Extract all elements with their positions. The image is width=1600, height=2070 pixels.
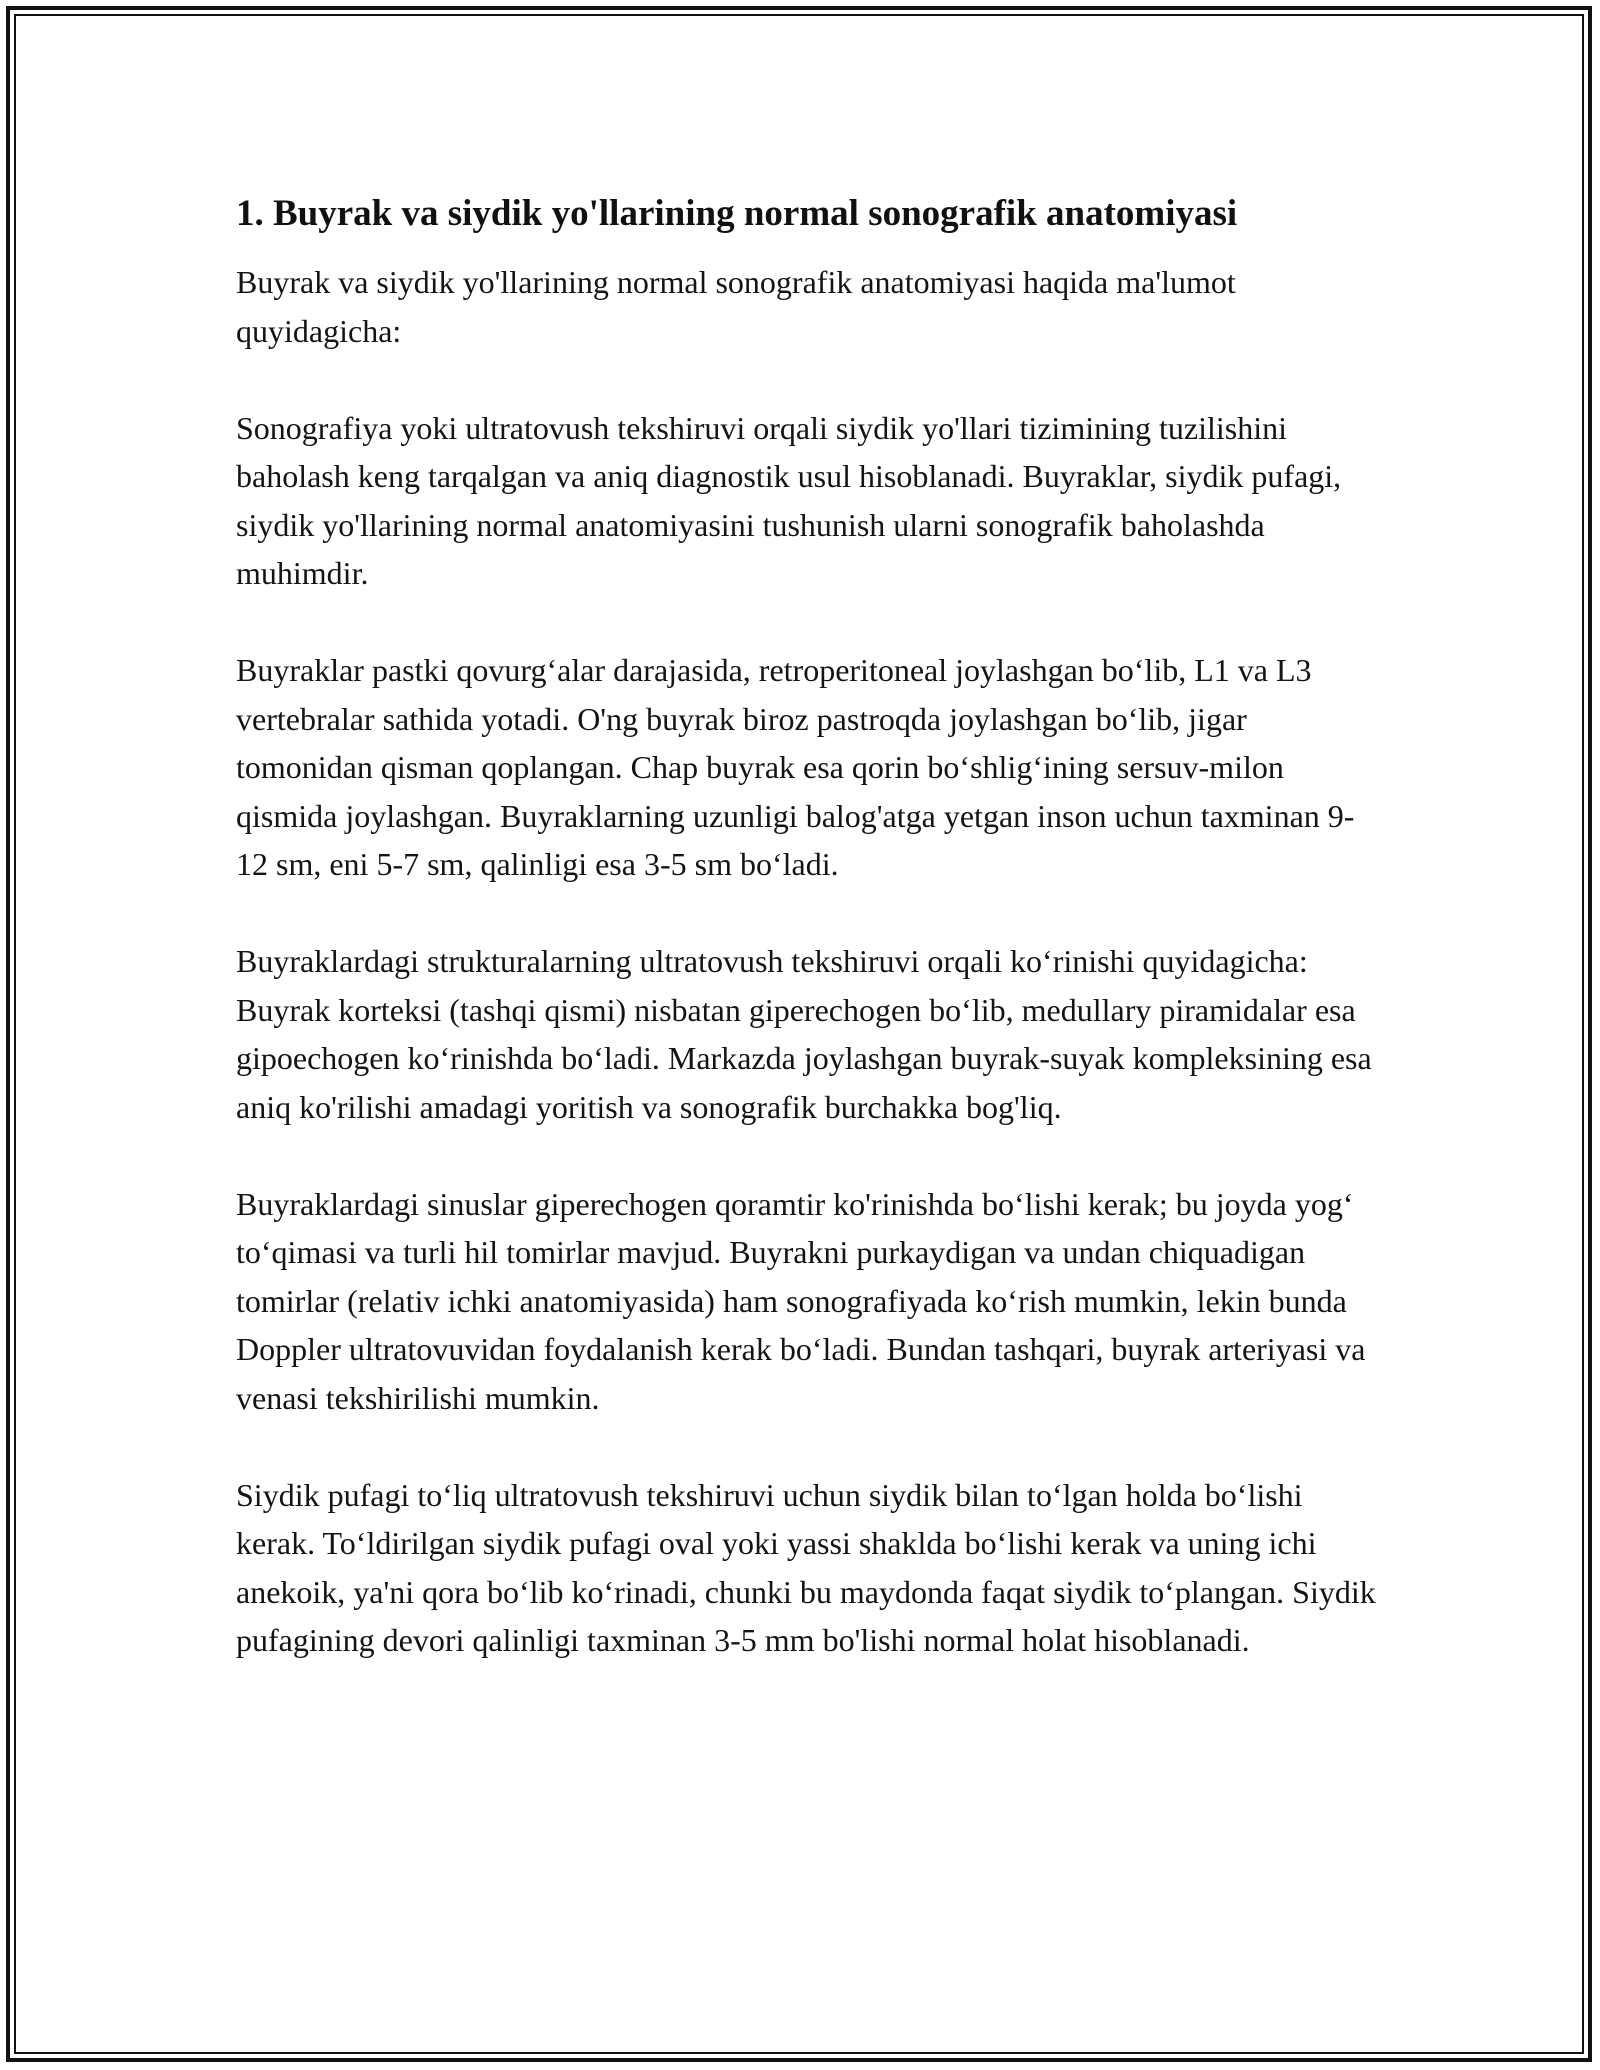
paragraph-sonography: Sonografiya yoki ultratovush tekshiruvi orqali siydik yo'llari tizimining tuzilishini baholash keng tarqalgan va aniq diagnostik usul hisoblanadi. Buyraklar, siydik pufagi, siydik yo'llarining normal anatomiyasini tushunish ularni sonografik baholashda muhimdir. <box>236 409 1342 591</box>
document-body <box>236 186 1384 1713</box>
paragraph-kidney-sinus: Buyraklardagi sinuslar giperechogen qoramtir ko'rinishda bo‘lishi kerak; bu joyda yog‘ to‘qimasi va turli hil tomirlar mavjud. Buyrakni purkaydigan va undan chiquadigan tomirlar (relativ ichki anatomiyasida) ham sonografiyada ko‘rish mumkin, lekin bunda Doppler ultratovuvidan foydalanish kerak bo‘ladi. Bundan tashqari, buyrak arteriyasi va venasi tekshirilishi mumkin. <box>236 1185 1366 1416</box>
paragraph-kidney-position: Buyraklar pastki qovurg‘alar darajasida, retroperitoneal joylashgan bo‘lib, L1 va L3 vertebralar sathida yotadi. O'ng buyrak biroz pastroqda joylashgan bo‘lib, jigar tomonidan qisman qoplangan. Chap buyrak esa qorin bo‘shlig‘ining sersuv-milon qismida joylashgan. Buyraklarning uzunligi balog'atga yetgan inson uchun taxminan 9-12 sm, eni 5-7 sm, qalinligi esa 3-5 sm bo‘ladi. <box>236 652 1355 882</box>
document-title: 1. Buyrak va siydik yo'llarining normal sonografik anatomiyasi <box>236 193 1238 234</box>
paragraph-intro: Buyrak va siydik yo'llarining normal sonografik anatomiyasi haqida ma'lumot quyidagicha: <box>236 264 1236 349</box>
paragraph-bladder: Siydik pufagi to‘liq ultratovush tekshiruvi uchun siydik bilan to‘lgan holda bo‘lishi kerak. To‘ldirilgan siydik pufagi oval yoki yassi shaklda bo‘lishi kerak va uning ichi anekoik, ya'ni qora bo‘lib ko‘rinadi, chunki bu maydonda faqat siydik to‘plangan. Siydik pufagining devori qalinligi taxminan 3-5 mm bo'lishi normal holat hisoblanadi. <box>236 1476 1376 1658</box>
paragraph-kidney-structures: Buyraklardagi strukturalarning ultratovush tekshiruvi orqali ko‘rinishi quyidagicha: Buyrak korteksi (tashqi qismi) nisbatan giperechogen bo‘lib, medullary piramidalar esa gipoechogen ko‘rinishda bo‘ladi. Markazda joylashgan buyrak-suyak kompleksining esa aniq ko'rilishi amadagi yoritish va sonografik burchakka bog'liq. <box>236 943 1372 1125</box>
